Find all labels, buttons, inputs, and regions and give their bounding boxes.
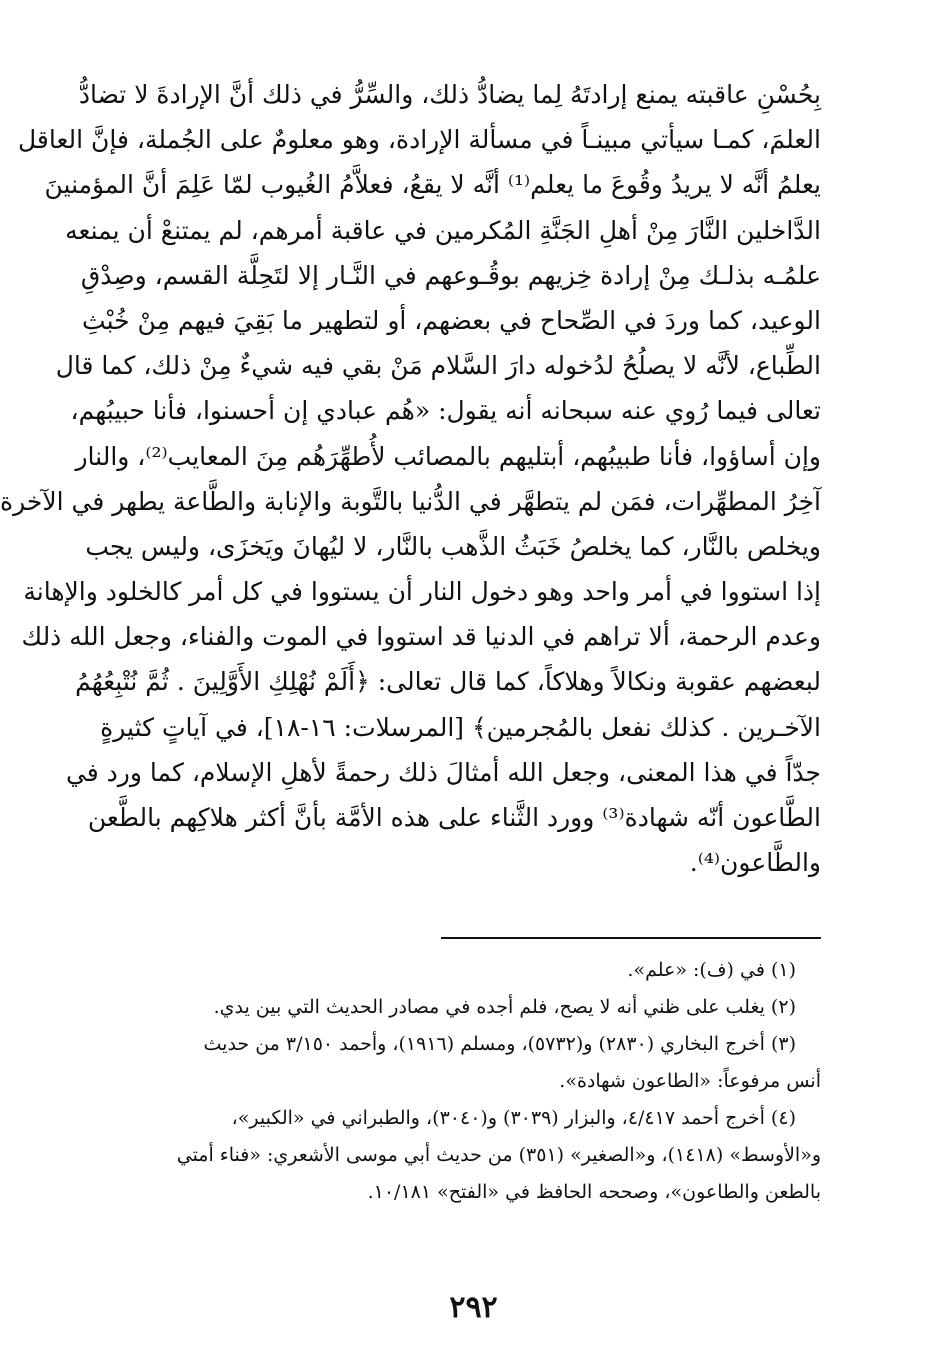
page-number: ٢٩٢ <box>449 1290 498 1325</box>
footnote-3: (٣) أخرج البخاري (٢٨٣٠) و(٥٧٣٢)، ومسلم (١٩١٦)، وأحمد ٣/١٥٠ من حديث <box>203 1033 796 1055</box>
footnote-separator <box>441 937 821 939</box>
text-line: بِحُسْنِ عاقبته يمنع إرادتَهُ لِما يضادُّ ذلك، والسِّرُّ في ذلك أنَّ الإرادةَ لا تضادُّ <box>78 80 821 109</box>
footnote-3-continued: أنس مرفوعاً: «الطاعون شهادة». <box>559 1070 821 1092</box>
text-line: الآخـرين . كذلك نفعل بالمُجرمين﴾ [المرسلات: ١٦-١٨]، في آياتٍ كثيرةٍ <box>100 712 821 742</box>
text-line: ويخلص بالنَّار، كما يخلصُ خَبَثُ الذَّهب بالنَّار، لا ليُهانَ ويَخزَى، وليس يجب <box>85 531 821 561</box>
text-line: والطَّاعون⁽⁴⁾. <box>689 848 821 878</box>
text-line: وعدم الرحمة، ألا تراهم في الدنيا قد استووا في الموت والفناء، وجعل الله ذلك <box>21 622 821 652</box>
footnote-4-continued: و«الأوسط» (١٤١٨)، و«الصغير» (٣٥١) من حديث أبي موسى الأشعري: «فناء أمتي <box>176 1144 821 1166</box>
footnote-4: (٤) أخرج أحمد ٤/٤١٧، والبزار (٣٠٣٩) و(٣٠٤٠)، والطبراني في «الكبير»، <box>231 1107 796 1129</box>
text-line: تعالى فيما رُوي عنه سبحانه أنه يقول: «هُم عبادي إن أحسنوا، فأنا حبيبُهم، <box>70 396 821 426</box>
text-line: علمُـه بذلـك مِنْ إرادة خِزيهم بوقُـوعهم في النَّـار إلا لتَحِلَّة القسم، وصِدْقِ <box>80 260 821 290</box>
text-line: العلمَ، كمـا سيأتي مبينـاً في مسألة الإرادة، وهو معلومٌ على الجُملة، فإنَّ العاقل <box>17 125 821 155</box>
footnote-4-continued: بالطعن والطاعون»، وصححه الحافظ في «الفتح» ١٠/١٨١. <box>367 1181 821 1203</box>
text-line: وإن أساؤوا، فأنا طبيبُهم، أبتليهم بالمصائب لأُطهِّرَهُم مِنَ المعايب⁽²⁾، والنار <box>75 441 821 471</box>
text-line: آخِرُ المطهِّرات، فمَن لم يتطهَّر في الدُّنيا بالتَّوبة والإنابة والطَّاعة يطهر في الآخرة <box>0 486 821 516</box>
footnote-1: (١) في (ف): «علم». <box>627 959 796 981</box>
footnote-2: (٢) يغلب على ظني أنه لا يصح، فلم أجده في مصادر الحديث التي بين يدي. <box>213 996 796 1018</box>
main-text <box>0 72 821 885</box>
text-line: الوعيد، كما وردَ في الصِّحاح في بعضهم، أو لتطهير ما بَقِيَ فيهم مِنْ خُبْثِ <box>82 305 821 335</box>
text-line: الطَّاعون أنّه شهادة⁽³⁾ وورد الثَّناء على هذه الأمَّة بأنَّ أكثر هلاكِهم بالطَّعن <box>87 803 821 832</box>
text-line: إذا استووا في أمر واحد وهو دخول النار أن يستووا في كل أمر كالخلود والإهانة <box>23 577 821 607</box>
footnotes <box>121 952 821 1211</box>
text-line: الدَّاخلين النَّارَ مِنْ أهلِ الجَنَّةِ المُكرمين في عاقبة أمرهم، لم يمتنعْ أن يمنعه <box>65 215 821 245</box>
text-line: لبعضهم عقوبة ونكالاً وهلاكاً، كما قال تعالى: ﴿أَلَمْ نُهْلِكِ الأَوَّلِينَ . ثُمَّ نُتْبِعُهُمُ <box>75 667 821 697</box>
text-line: الطِّباع، لأنَّه لا يصلُحُ لدُخوله دارَ السَّلام مَنْ بقي فيه شيءٌ مِنْ ذلك، كما قال <box>55 351 821 381</box>
text-line: جدّاً في هذا المعنى، وجعل الله أمثالَ ذلك رحمةً لأهلِ الإسلام، كما ورد في <box>65 757 821 787</box>
text-line: يعلمُ أنَّه لا يريدُ وقُوعَ ما يعلم⁽¹⁾ أنَّه لا يقعُ، فعلاَّمُ الغُيوب لمّا عَلِمَ أنَّ المؤمنينَ <box>44 170 821 200</box>
